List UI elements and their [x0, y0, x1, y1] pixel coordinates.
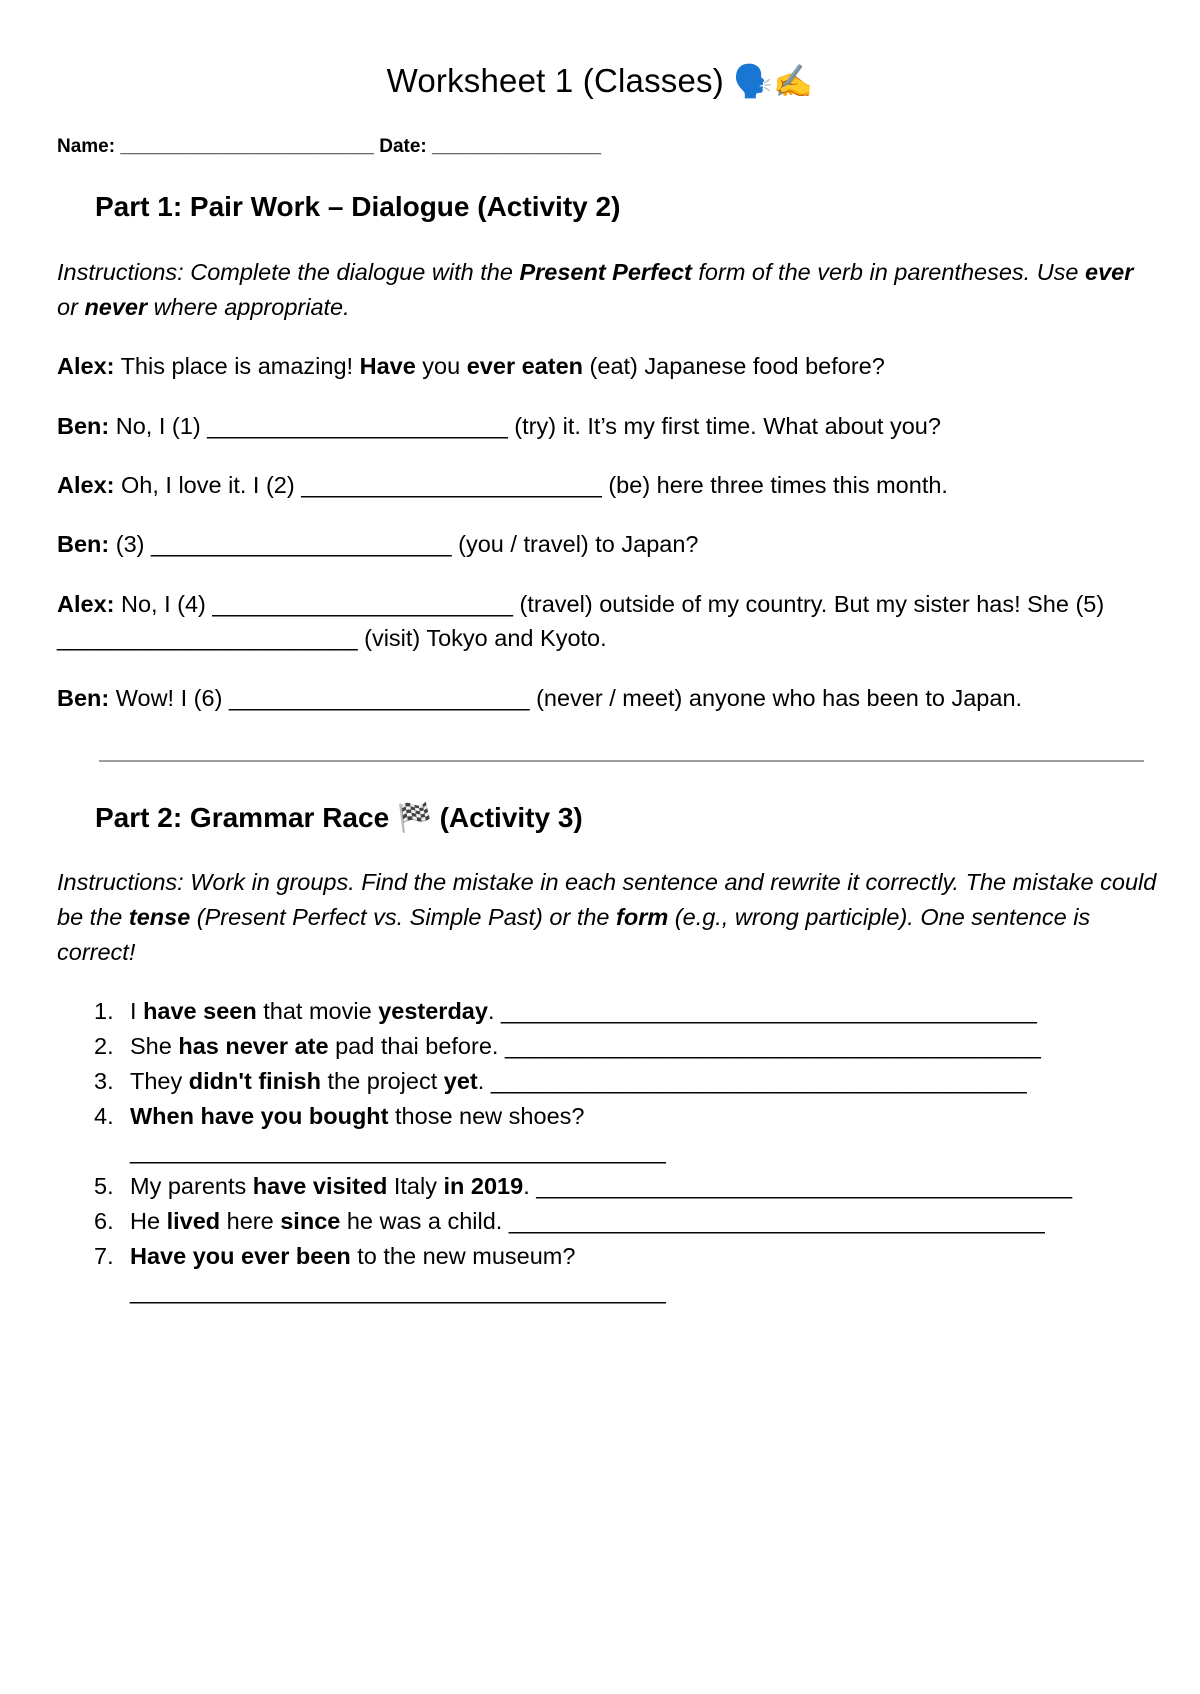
part1-heading: Part 1: Pair Work – Dialogue (Activity 2)	[95, 191, 621, 222]
answer-blank-1[interactable]: _______________________	[207, 413, 508, 439]
rewrite-blank-7[interactable]: _________________________________________	[130, 1278, 666, 1304]
dialogue-line-4	[57, 527, 1157, 561]
answer-blank-5[interactable]: _______________________	[57, 625, 358, 651]
item-text: He	[130, 1208, 167, 1234]
title-text: Worksheet 1 (Classes)	[386, 62, 724, 99]
instr-text: form of the verb in parentheses. Use	[691, 259, 1086, 285]
item-text: Italy	[387, 1173, 444, 1199]
instr-text: (Present Perfect vs. Simple Past) or the	[190, 904, 617, 930]
line-text: No, I (1)	[109, 413, 208, 439]
rewrite-blank-1[interactable]: _________________________________________	[501, 998, 1037, 1024]
line-text: (be) here three times this month.	[601, 472, 948, 498]
item-text: the project	[320, 1068, 444, 1094]
dialogue-line-2	[57, 409, 1157, 443]
line-text: (visit) Tokyo and Kyoto.	[357, 625, 607, 651]
part2-heading	[95, 801, 583, 834]
item-number: 1.	[94, 998, 114, 1024]
instr-text: where appropriate.	[147, 294, 350, 320]
part2-heading-activity: (Activity 3)	[439, 802, 583, 833]
item-text: They	[130, 1068, 189, 1094]
rewrite-blank-3[interactable]: _________________________________________	[490, 1068, 1027, 1094]
item-text: .	[487, 998, 502, 1024]
item-number: 5.	[94, 1173, 114, 1199]
date-label: Date:	[379, 136, 427, 157]
item-text: that movie	[256, 998, 379, 1024]
speaker: Ben:	[57, 531, 110, 557]
line-bold: ever eaten	[466, 353, 584, 379]
rewrite-blank-5[interactable]: _________________________________________	[536, 1173, 1073, 1199]
rewrite-blank-4[interactable]: _________________________________________	[130, 1138, 666, 1164]
rewrite-blank-6[interactable]: _________________________________________	[508, 1208, 1045, 1234]
item-text: those new shoes?	[388, 1103, 585, 1129]
speaking-writing-icon: 🗣️✍️	[733, 62, 814, 100]
item-bold: has never ate	[178, 1033, 329, 1059]
dialogue-line-5	[57, 587, 1157, 655]
list-item	[57, 1064, 1167, 1099]
part1-instructions	[57, 255, 1157, 325]
part2-heading-text: Part 2: Grammar Race	[95, 802, 390, 833]
section-divider	[99, 760, 1144, 762]
line-bold: Have	[359, 353, 416, 379]
item-bold: When have you bought	[130, 1103, 389, 1129]
line-text: This place is amazing!	[114, 353, 360, 379]
item-text: pad thai before.	[328, 1033, 505, 1059]
speaker: Ben:	[57, 685, 110, 711]
list-item	[57, 1204, 1167, 1239]
item-text: .	[477, 1068, 491, 1094]
item-number: 6.	[94, 1208, 114, 1234]
rewrite-blank-2[interactable]: _________________________________________	[504, 1033, 1041, 1059]
name-blank[interactable]: ________________________	[120, 136, 374, 157]
item-bold: yet	[443, 1068, 478, 1094]
item-text: to the new museum?	[350, 1243, 576, 1269]
answer-blank-6[interactable]: _______________________	[228, 685, 530, 711]
instr-bold: ever	[1085, 259, 1134, 285]
list-item	[57, 1029, 1167, 1064]
line-text: you	[415, 353, 467, 379]
instr-bold: form	[616, 904, 669, 930]
item-bold: have visited	[252, 1173, 388, 1199]
item-text: My parents	[130, 1173, 253, 1199]
item-number: 2.	[94, 1033, 114, 1059]
line-text: (never / meet) anyone who has been to Japan.	[529, 685, 1023, 711]
answer-blank-2[interactable]: _______________________	[301, 472, 602, 498]
instr-bold: tense	[128, 904, 191, 930]
line-text: Wow! I (6)	[109, 685, 229, 711]
line-text: No, I (4)	[114, 591, 213, 617]
line-text: (3)	[109, 531, 152, 557]
speaker: Ben:	[57, 413, 110, 439]
line-text: Oh, I love it. I (2)	[114, 472, 302, 498]
instr-bold: never	[84, 294, 148, 320]
line-text: (try) it. It’s my first time. What about you?	[507, 413, 941, 439]
list-item	[57, 1239, 1167, 1309]
name-date-line	[57, 136, 601, 158]
part2-instructions	[57, 865, 1157, 970]
list-item	[57, 1169, 1167, 1204]
speaker: Alex:	[57, 591, 115, 617]
instr-text: or	[57, 294, 85, 320]
item-bold: didn't finish	[188, 1068, 321, 1094]
line-text: (travel) outside of my country. But my sister has! She (5)	[513, 591, 1105, 617]
dialogue-line-6	[57, 681, 1157, 715]
item-bold: have seen	[143, 998, 257, 1024]
instr-bold: Present Perfect	[519, 259, 692, 285]
item-text: he was a child.	[340, 1208, 509, 1234]
checkered-flag-icon: 🏁	[396, 801, 432, 834]
answer-blank-3[interactable]: _______________________	[151, 531, 452, 557]
item-text: She	[130, 1033, 179, 1059]
instr-text: Instructions: Work in groups. Find the mistake in each sentence and rewrite it correctly. The mistake could be the	[57, 869, 1157, 930]
name-label: Name:	[57, 136, 116, 157]
date-blank[interactable]: ________________	[432, 136, 602, 157]
item-bold: in 2019	[443, 1173, 524, 1199]
item-text: here	[220, 1208, 281, 1234]
line-text: (you / travel) to Japan?	[451, 531, 699, 557]
item-bold: Have you ever been	[130, 1243, 351, 1269]
item-number: 7.	[94, 1243, 114, 1269]
item-text: I	[130, 998, 144, 1024]
dialogue-line-1	[57, 349, 1157, 383]
dialogue-line-3	[57, 468, 1157, 502]
line-text: (eat) Japanese food before?	[583, 353, 885, 379]
answer-blank-4[interactable]: _______________________	[212, 591, 514, 617]
item-number: 4.	[94, 1103, 114, 1129]
list-item	[57, 1099, 1167, 1169]
instr-text: Instructions: Complete the dialogue with the	[57, 259, 520, 285]
item-bold: lived	[166, 1208, 221, 1234]
item-text: .	[523, 1173, 537, 1199]
grammar-race-list	[57, 994, 1167, 1309]
speaker: Alex:	[57, 472, 115, 498]
item-bold: yesterday	[378, 998, 488, 1024]
worksheet-title	[0, 62, 1200, 100]
item-bold: since	[280, 1208, 341, 1234]
instr-text: (e.g., wrong participle). One sentence is correct!	[57, 904, 1091, 965]
speaker: Alex:	[57, 353, 115, 379]
item-number: 3.	[94, 1068, 114, 1094]
list-item	[57, 994, 1167, 1029]
